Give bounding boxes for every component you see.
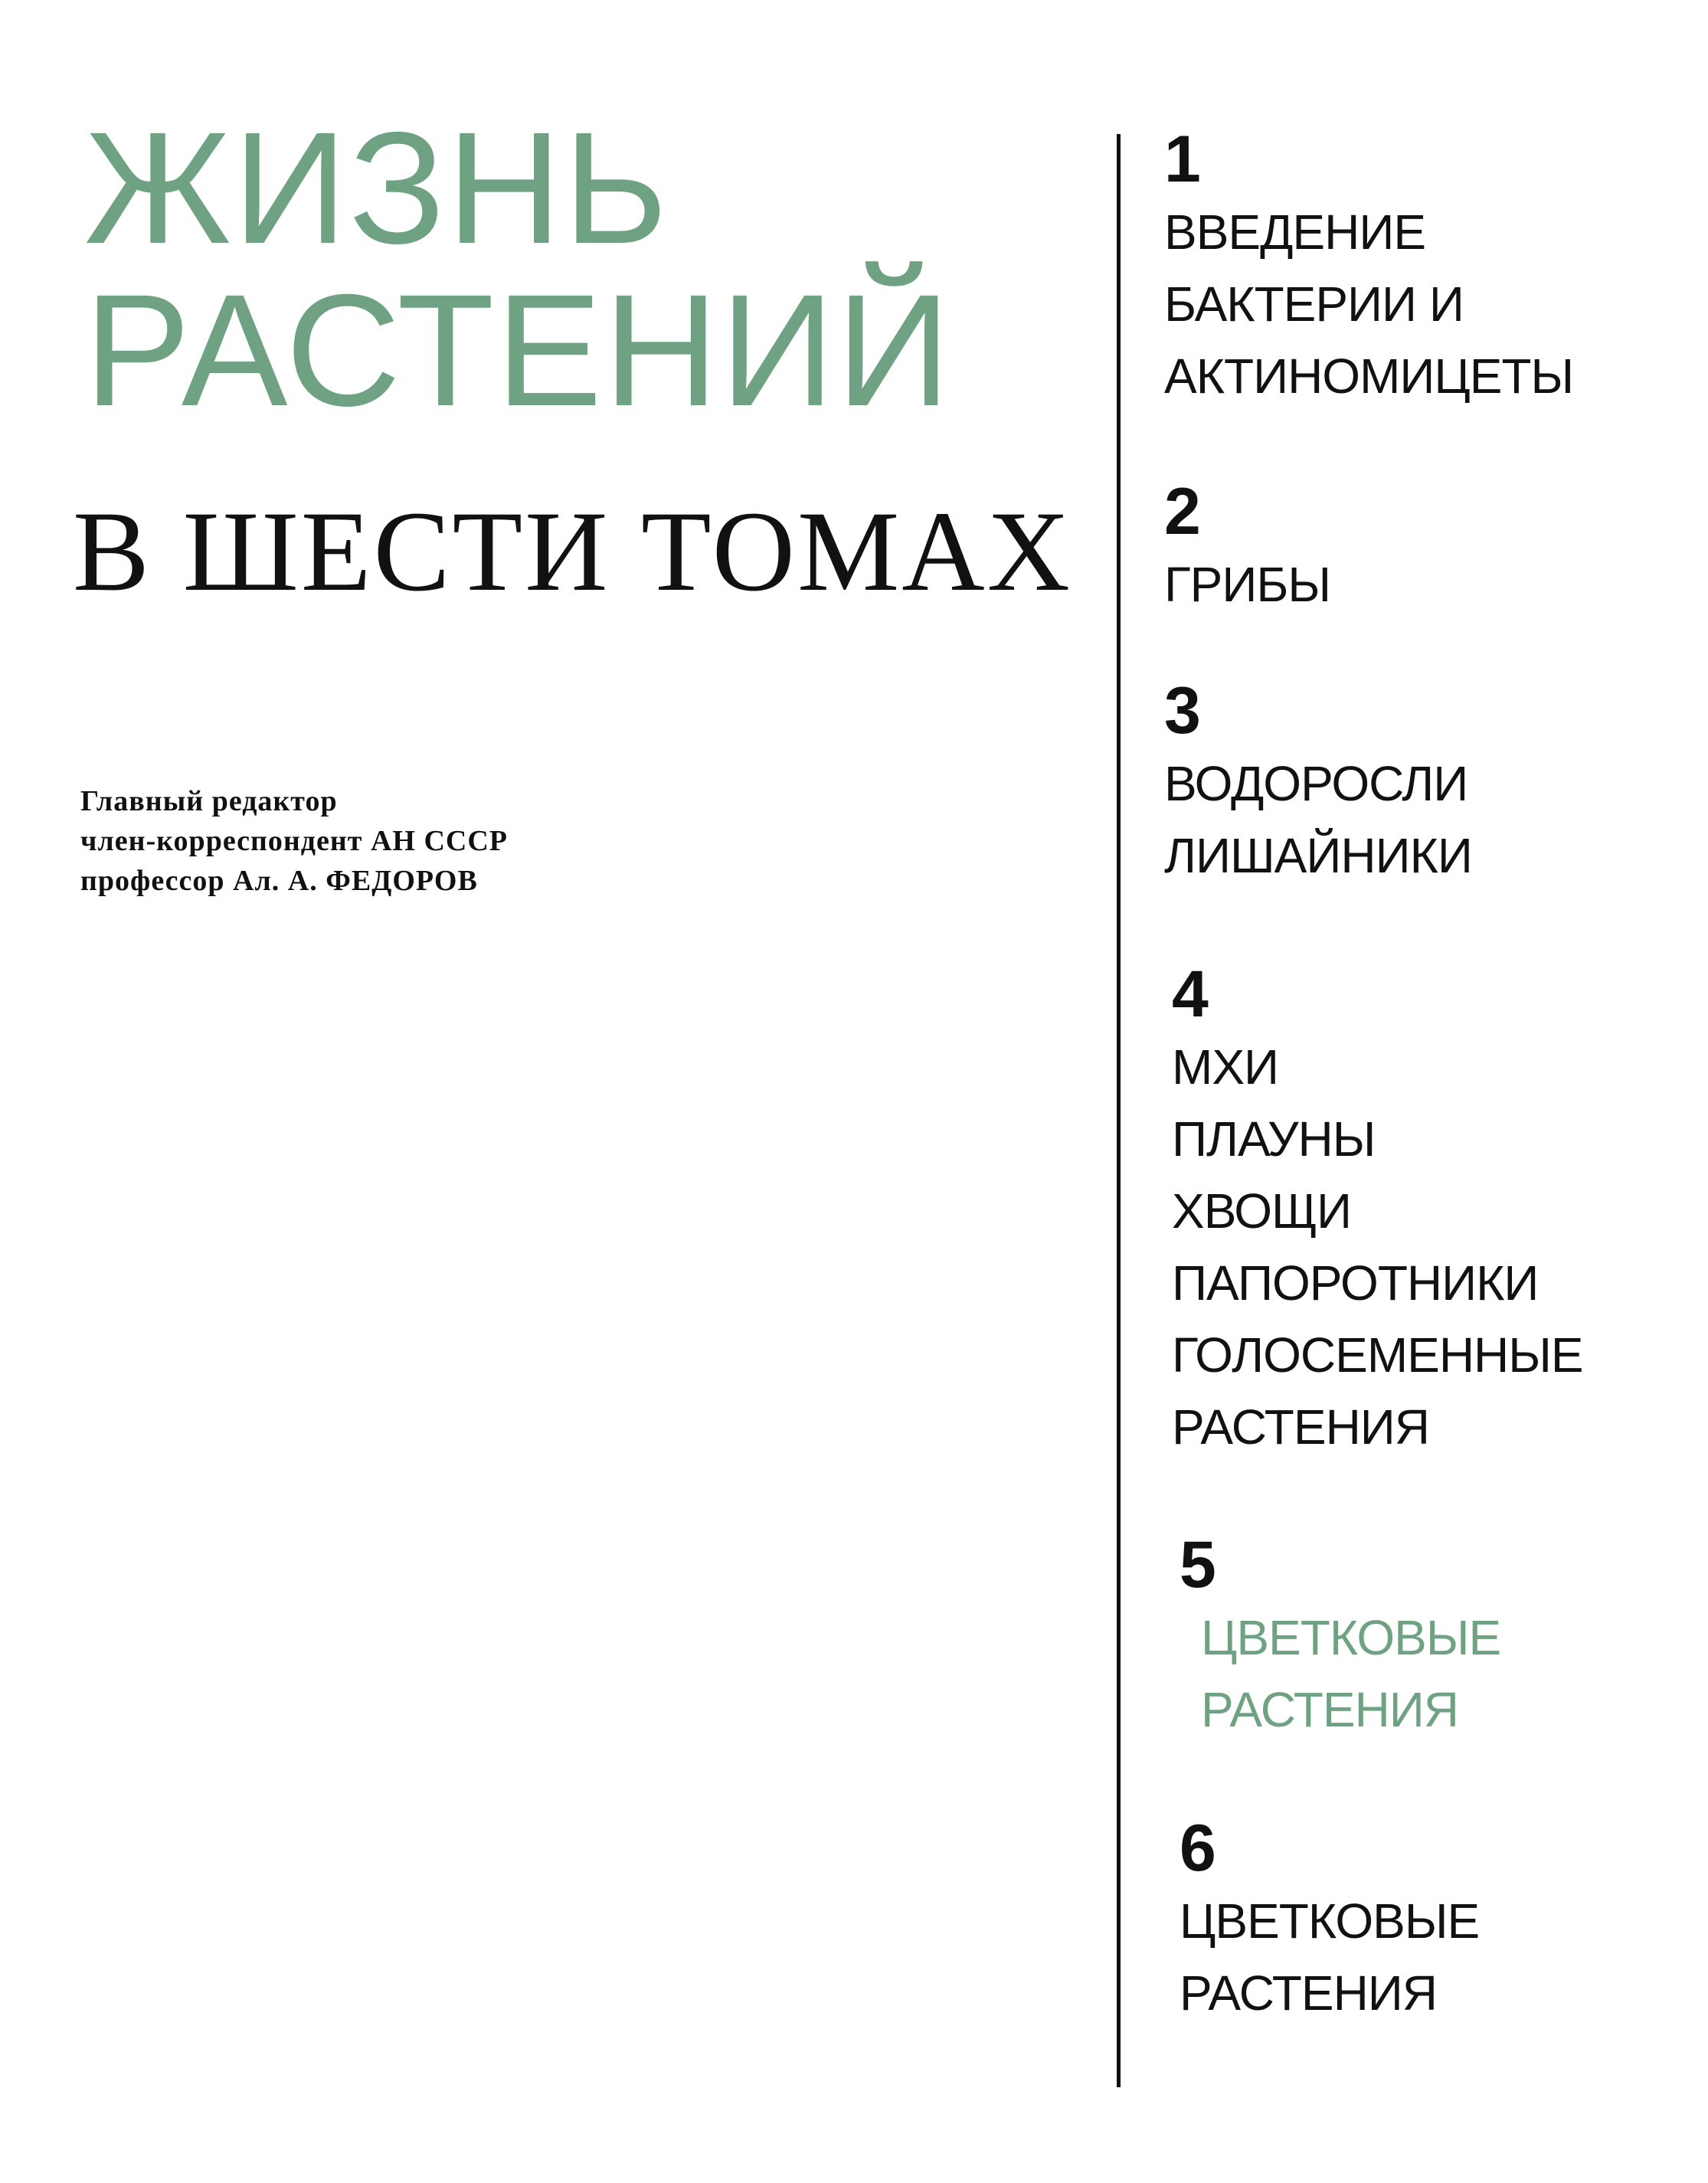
- volume-4: [1172, 957, 1583, 1463]
- series-subtitle: В ШЕСТИ ТОМАХ: [73, 488, 1072, 615]
- volume-number: 6: [1180, 1812, 1216, 1885]
- volume-number: 3: [1164, 674, 1201, 748]
- editor-credit-line: Главный редактор: [80, 785, 338, 817]
- editor-credit-line: член-корреспондент АН СССР: [80, 825, 508, 857]
- volume-topic: ГОЛОСЕМЕННЫЕ: [1172, 1327, 1583, 1383]
- volume-topic-highlighted: РАСТЕНИЯ: [1201, 1682, 1458, 1737]
- volume-topic: МХИ: [1172, 1039, 1278, 1095]
- volume-number: 5: [1180, 1528, 1216, 1602]
- volume-2: [1164, 475, 1330, 620]
- volume-topic: ГРИБЫ: [1164, 557, 1330, 612]
- volume-6: [1180, 1812, 1479, 2029]
- volume-topic: ЦВЕТКОВЫЕ: [1180, 1893, 1480, 1949]
- series-title-line-1: ЖИЗНЬ: [84, 100, 669, 277]
- editor-credit-line: профессор Ал. А. ФЕДОРОВ: [80, 865, 478, 897]
- editor-credits: [80, 781, 508, 901]
- series-title: [84, 100, 1080, 440]
- volume-topic: РАСТЕНИЯ: [1180, 1965, 1437, 2021]
- volume-3: [1164, 674, 1472, 892]
- volume-topic: БАКТЕРИИ И: [1164, 277, 1464, 332]
- series-title-line-2: РАСТЕНИЙ: [84, 262, 953, 440]
- volume-topic-highlighted: ЦВЕТКОВЫЕ: [1201, 1610, 1501, 1665]
- volume-topic: ПЛАУНЫ: [1172, 1111, 1376, 1167]
- volume-topic: ВОДОРОСЛИ: [1164, 756, 1468, 811]
- volume-5: [1180, 1528, 1500, 1746]
- volume-topic: РАСТЕНИЯ: [1172, 1399, 1429, 1455]
- volume-topic: ПАПОРОТНИКИ: [1172, 1255, 1539, 1311]
- volume-topic: ВВЕДЕНИЕ: [1164, 205, 1425, 260]
- vertical-divider: [1117, 134, 1121, 2087]
- volume-topic: ЛИШАЙНИКИ: [1164, 828, 1472, 883]
- volume-number: 1: [1164, 123, 1201, 196]
- volume-1: [1164, 123, 1573, 412]
- volume-topic: АКТИНОМИЦЕТЫ: [1164, 349, 1574, 404]
- volume-topic: ХВОЩИ: [1172, 1183, 1352, 1239]
- volume-number: 4: [1172, 957, 1209, 1031]
- volume-number: 2: [1164, 475, 1201, 548]
